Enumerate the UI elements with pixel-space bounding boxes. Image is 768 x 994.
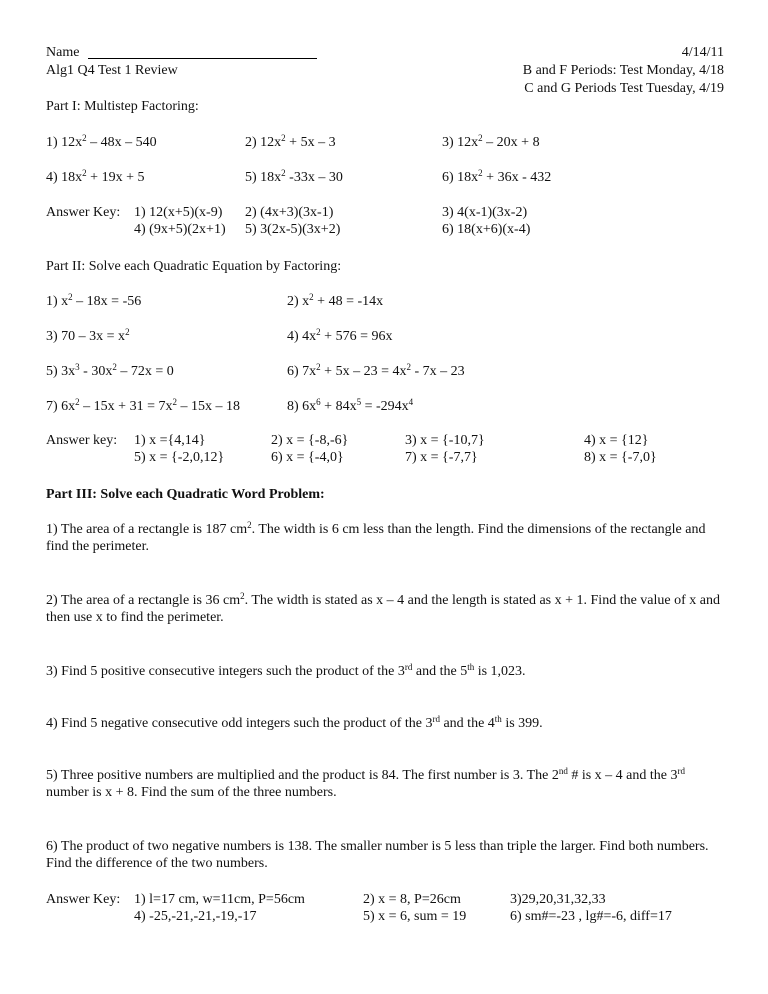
- part2-answer-3: 3) x = {-10,7}: [405, 433, 485, 448]
- name-blank-line: [88, 58, 317, 59]
- part2-problem-6: 6) $7x^2 + 5x - 23 = 4x^2 - 7x - 23$: [287, 362, 465, 379]
- part2-problem-1: 1) $x^2 - 18x = -56$: [46, 292, 142, 309]
- name-label: Name: [46, 45, 80, 60]
- part2-answer-7: 7) x = {-7,7}: [405, 450, 478, 465]
- part1-problem-6: 6) $18x^2 + 36x - 432$: [442, 168, 552, 185]
- part2-title: Part II: Solve each Quadratic Equation by Factoring:: [46, 259, 342, 274]
- part3-answer-5: 5) x = 6, sum = 19: [363, 909, 467, 924]
- part2-answer-label: Answer key:: [46, 433, 118, 448]
- word-problem-3: 3) Find 5 positive consecutive integers such the product of the 3rd and the 5th is 1,023.: [46, 662, 526, 679]
- part2-problem-8: 8) $6x^6 + 84x^5 = -294x^4$: [287, 397, 414, 414]
- word-problem-1: 1) The area of a rectangle is 187 $cm^2$. The width is 6 cm less than the length. Find the dimensions of the rectangle and find the perimeter.: [46, 520, 706, 554]
- part1-problem-5: 5) $18x^2$ -33x – 30: [245, 168, 343, 185]
- part3-answer-label: Answer Key:: [46, 892, 121, 907]
- part1-answer-3: 3) 4(x-1)(3x-2): [442, 205, 528, 220]
- part2-answer-4: 4) x = {12}: [584, 433, 649, 448]
- schedule-line-1: B and F Periods: Test Monday, 4/18: [522, 63, 724, 78]
- part1-problem-3: 3) $12x^2 - 20x + 8$: [442, 133, 540, 150]
- header-date: 4/14/11: [681, 45, 724, 60]
- part2-problem-3: 3) $70 - 3x = x^2$: [46, 327, 130, 344]
- part3-answer-6: 6) sm#=-23 , lg#=-6, diff=17: [510, 909, 672, 924]
- word-problem-2: 2) The area of a rectangle is 36 $cm^2$. The width is stated as x – 4 and the length is stated as x + 1. Find the value of x and then use x to find the perimeter.: [46, 591, 720, 625]
- part1-answer-4: 4) (9x+5)(2x+1): [134, 222, 226, 237]
- part3-title: Part III: Solve each Quadratic Word Problem:: [46, 487, 325, 502]
- part1-problem-2: 2) $12x^2 + 5x - 3$: [245, 133, 336, 150]
- part1-problem-1: 1) $12x^2 - 48x - 540$: [46, 133, 157, 150]
- part3-answer-1: 1) l=17 cm, w=11cm, P=56cm: [134, 892, 305, 907]
- part2-answer-2: 2) x = {-8,-6}: [271, 433, 349, 448]
- part2-answer-5: 5) x = {-2,0,12}: [134, 450, 225, 465]
- word-problem-6: 6) The product of two negative numbers is 138. The smaller number is 5 less than triple the larger. Find both numbers. Find the difference of the two numbers.: [46, 839, 709, 871]
- schedule-line-2: C and G Periods Test Tuesday, 4/19: [524, 81, 724, 96]
- part1-answer-6: 6) 18(x+6)(x-4): [442, 222, 531, 237]
- part2-answer-1: 1) x ={4,14}: [134, 433, 206, 448]
- part1-answer-label: Answer Key:: [46, 205, 121, 220]
- part1-problem-4: 4) $18x^2 + 19x + 5$: [46, 168, 145, 185]
- part2-problem-4: 4) $4x^2 + 576 = 96x$: [287, 327, 393, 344]
- part2-answer-6: 6) x = {-4,0}: [271, 450, 344, 465]
- course-title: Alg1 Q4 Test 1 Review: [46, 63, 178, 78]
- part2-problem-5: 5) $3x^3 - 30x^2 - 72x = 0$: [46, 362, 174, 379]
- part1-answer-2: 2) (4x+3)(3x-1): [245, 205, 334, 220]
- part2-answer-8: 8) x = {-7,0}: [584, 450, 657, 465]
- part2-problem-2: 2) $x^2 + 48 = -14x$: [287, 292, 384, 309]
- word-problem-5: 5) Three positive numbers are multiplied and the product is 84. The first number is 3. The 2nd # is x – 4 and the 3rd number is x + 8. Find the sum of the three numbers.: [46, 766, 685, 800]
- part3-answer-4: 4) -25,-21,-21,-19,-17: [134, 909, 257, 924]
- word-problem-4: 4) Find 5 negative consecutive odd integers such the product of the 3rd and the 4th is 399.: [46, 714, 543, 731]
- part3-answer-2: 2) x = 8, P=26cm: [363, 892, 461, 907]
- part1-title: Part I: Multistep Factoring:: [46, 99, 199, 114]
- part1-answer-5: 5) 3(2x-5)(3x+2): [245, 222, 341, 237]
- part1-answer-1: 1) 12(x+5)(x-9): [134, 205, 223, 220]
- part2-problem-7: 7) $6x^2 - 15x + 31 = 7x^2 - 15x - 18$: [46, 397, 240, 414]
- part3-answer-3: 3)29,20,31,32,33: [510, 892, 606, 907]
